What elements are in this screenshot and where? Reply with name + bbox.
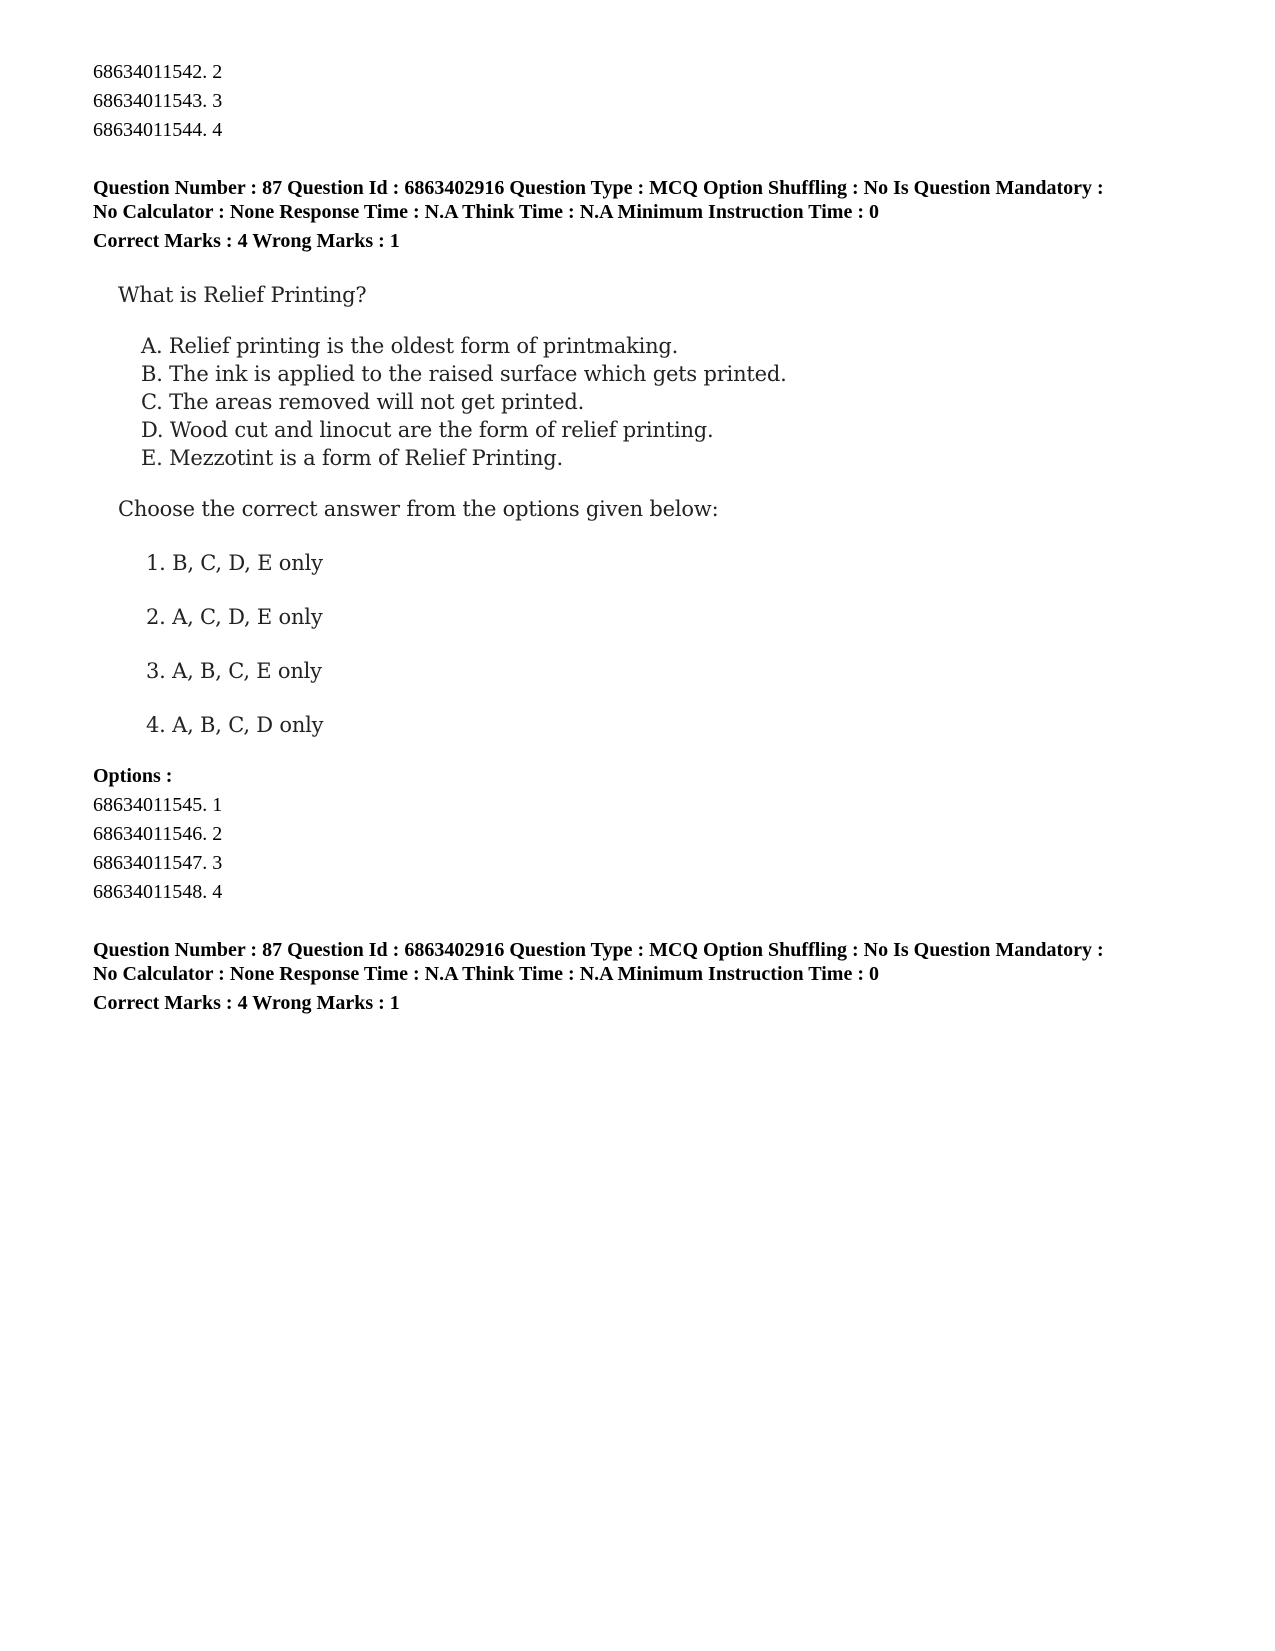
question-marks: Correct Marks : 4 Wrong Marks : 1: [93, 992, 400, 1014]
statement-item: A. Relief printing is the oldest form of printmaking.: [141, 334, 679, 358]
question-header-line2: No Calculator : None Response Time : N.A Think Time : N.A Minimum Instruction Time : 0: [93, 963, 879, 985]
previous-options-list: [93, 58, 1193, 145]
option-line: 68634011548. 4: [93, 881, 223, 903]
statement-item: E. Mezzotint is a form of Relief Printing.: [141, 446, 564, 470]
options-list: [93, 791, 1193, 907]
option-line: 68634011546. 2: [93, 823, 223, 845]
statement-item: B. The ink is applied to the raised surface which gets printed.: [141, 362, 787, 386]
options-label: Options :: [93, 765, 173, 787]
answer-choice: 3. A, B, C, E only: [146, 659, 322, 683]
option-line: 68634011542. 2: [93, 61, 223, 83]
question-header-line2: No Calculator : None Response Time : N.A Think Time : N.A Minimum Instruction Time : 0: [93, 201, 879, 223]
option-line: 68634011545. 1: [93, 794, 223, 816]
question-header-line1: Question Number : 87 Question Id : 6863402916 Question Type : MCQ Option Shuffling : No Is Question Mandatory :: [93, 939, 1104, 961]
question-marks: Correct Marks : 4 Wrong Marks : 1: [93, 230, 400, 252]
option-line: 68634011547. 3: [93, 852, 223, 874]
choose-instruction: Choose the correct answer from the options given below:: [118, 497, 719, 521]
question-stem: What is Relief Printing?: [118, 283, 367, 307]
question-block: [93, 938, 1193, 1015]
question-block: [93, 176, 1193, 907]
question-content: [118, 281, 1193, 739]
document-page: [93, 58, 1193, 1015]
statement-item: D. Wood cut and linocut are the form of relief printing.: [141, 418, 714, 442]
option-line: 68634011543. 3: [93, 90, 223, 112]
answer-choice: 1. B, C, D, E only: [146, 551, 323, 575]
answer-choice: 4. A, B, C, D only: [146, 713, 324, 737]
statement-item: C. The areas removed will not get printed.: [141, 390, 585, 414]
statement-list: [118, 332, 1193, 472]
answer-choice-list: [118, 549, 1193, 739]
option-line: 68634011544. 4: [93, 119, 223, 141]
answer-choice: 2. A, C, D, E only: [146, 605, 323, 629]
question-header-line1: Question Number : 87 Question Id : 6863402916 Question Type : MCQ Option Shuffling : No Is Question Mandatory :: [93, 177, 1104, 199]
